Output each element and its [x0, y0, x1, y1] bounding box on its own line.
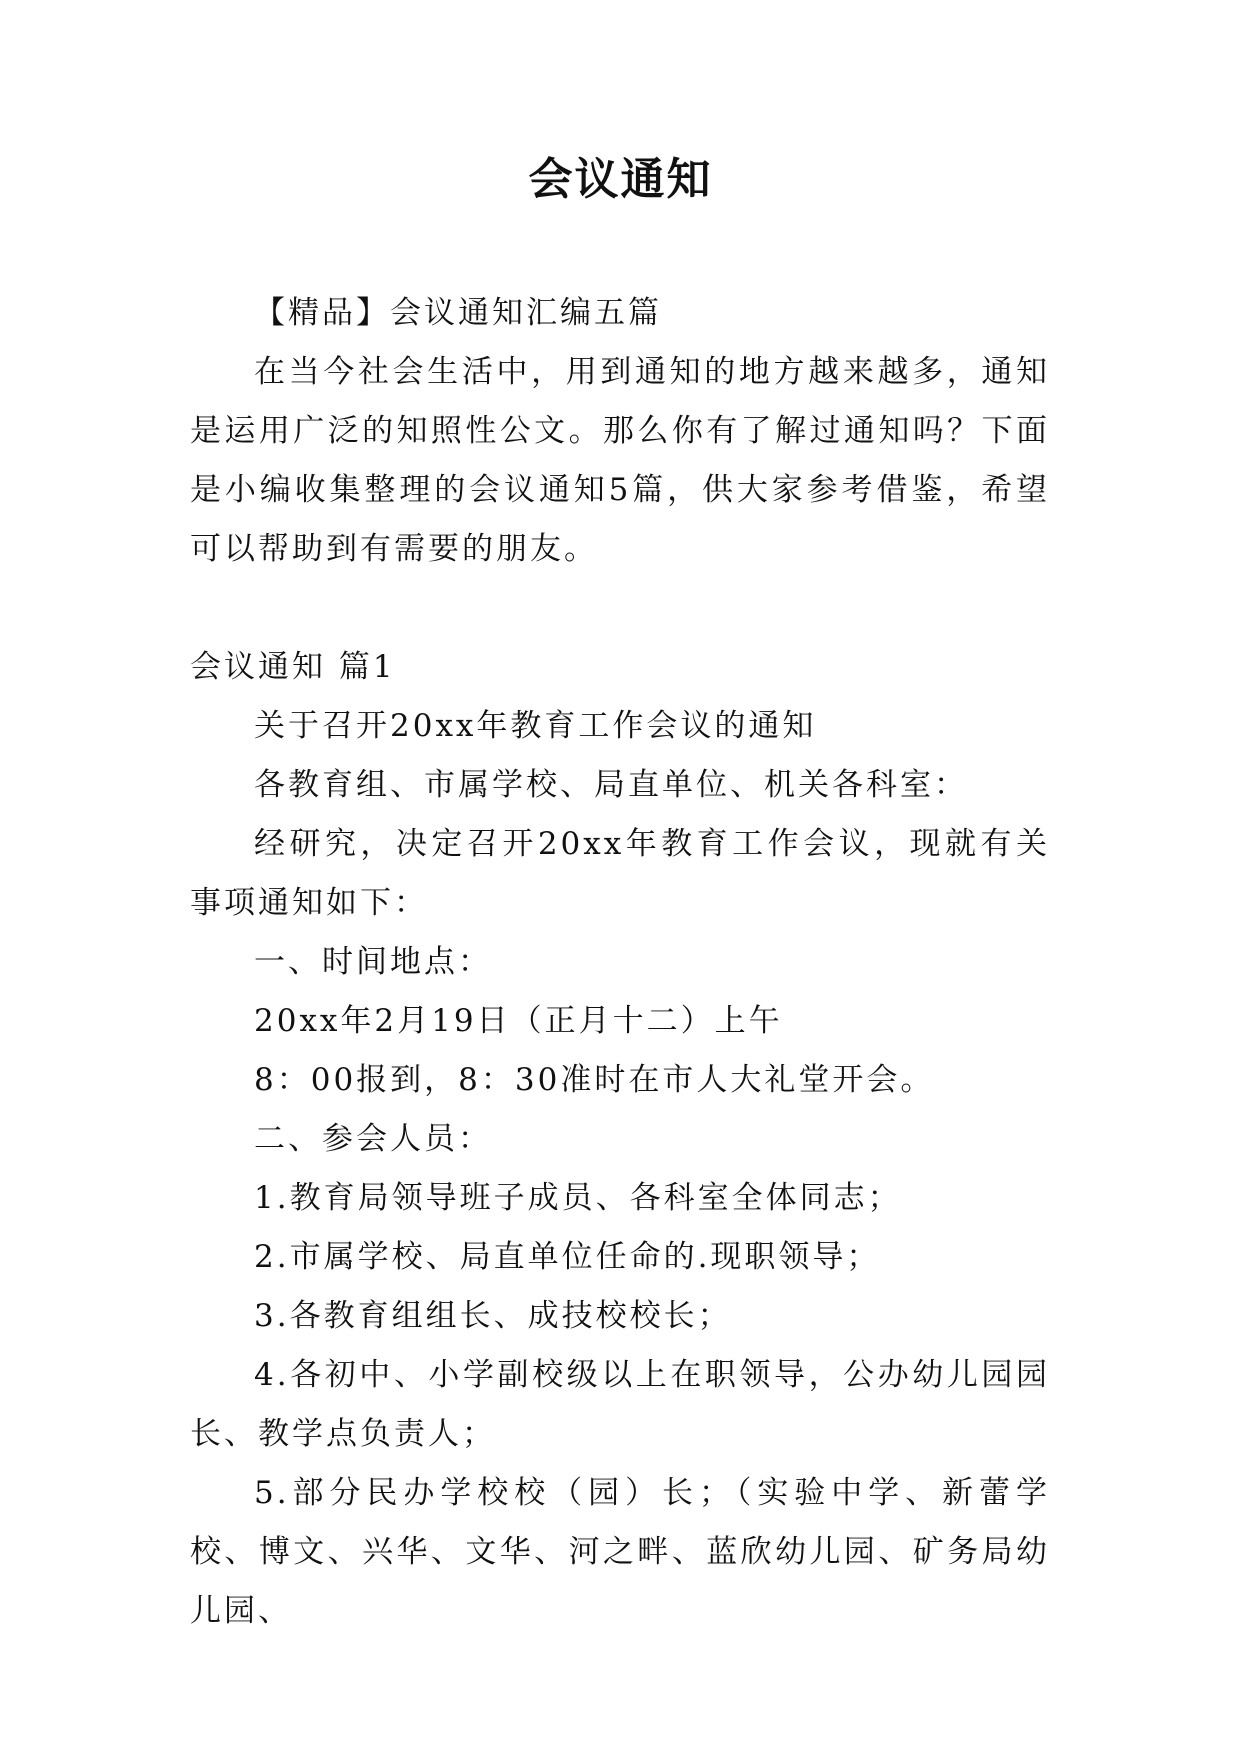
- attendee-item-4: 4.各初中、小学副校级以上在职领导，公办幼儿园园长、教学点负责人；: [190, 1357, 1050, 1452]
- section-heading: 会议通知 篇1: [190, 649, 396, 685]
- attendee-item-5: 5.部分民办学校校（园）长；（实验中学、新蕾学校、博文、兴华、文华、河之畔、蓝欣幼儿园、矿务局幼儿园、: [190, 1475, 1050, 1629]
- attendee-item-2: 2.市属学校、局直单位任命的.现职领导；: [254, 1239, 881, 1275]
- paragraph-gap: [190, 579, 1050, 638]
- document-body: [190, 284, 1050, 1641]
- recipients-paragraph: 各教育组、市属学校、局直单位、机关各科室：: [254, 767, 968, 803]
- attendees-heading: 二、参会人员：: [254, 1121, 492, 1157]
- attendee-item-1: 1.教育局领导班子成员、各科室全体同志；: [254, 1180, 902, 1216]
- time-place-heading: 一、时间地点：: [254, 944, 492, 980]
- intro-paragraph: 在当今社会生活中，用到通知的地方越来越多，通知是运用广泛的知照性公文。那么你有了解过通知吗？下面是小编收集整理的会议通知5篇，供大家参考借鉴，希望可以帮助到有需要的朋友。: [190, 354, 1050, 567]
- report-time-paragraph: 8：00报到，8：30准时在市人大礼堂开会。: [254, 1062, 935, 1098]
- document-title: 会议通知: [528, 154, 713, 205]
- subtitle-paragraph: 【精品】会议通知汇编五篇: [254, 295, 662, 331]
- attendee-item-3: 3.各教育组组长、成技校校长；: [254, 1298, 732, 1334]
- decision-paragraph: 经研究，决定召开20xx年教育工作会议，现就有关事项通知如下：: [190, 826, 1050, 921]
- date-paragraph: 20xx年2月19日（正月十二）上午: [254, 1003, 783, 1039]
- notice-title-paragraph: 关于召开20xx年教育工作会议的通知: [254, 708, 817, 744]
